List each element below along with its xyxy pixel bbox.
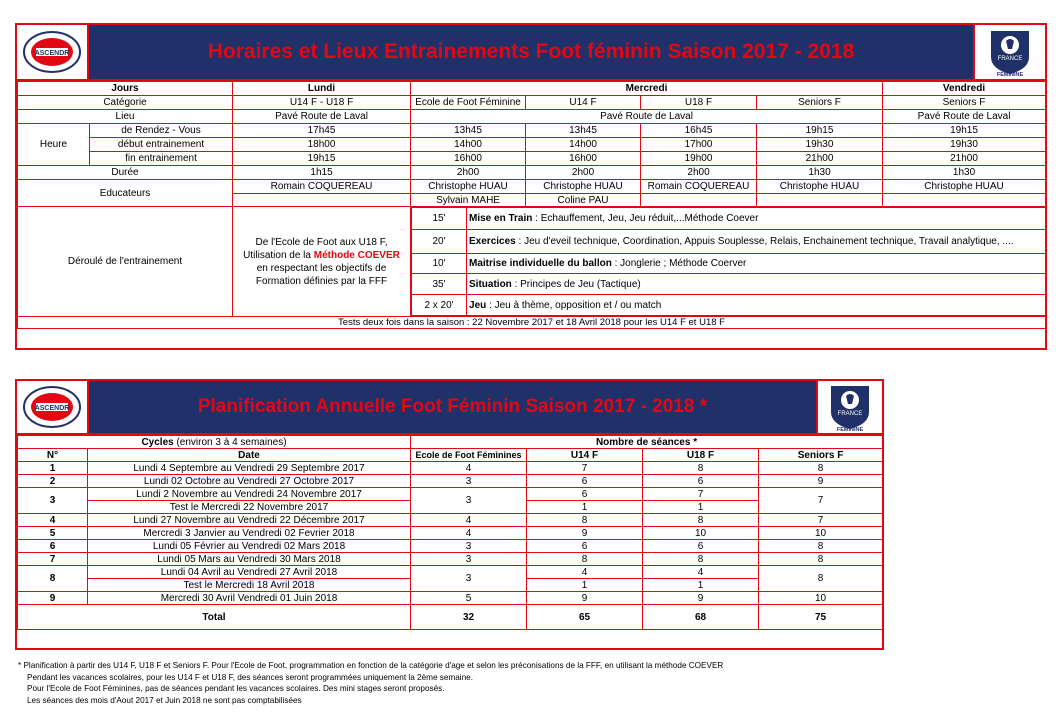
row-date-test: Test le Mercredi 22 Novembre 2017 bbox=[88, 501, 411, 514]
lieu-cell: Pavé Route de Laval bbox=[411, 110, 883, 124]
row-seniors: 9 bbox=[759, 475, 883, 488]
step-text: : Jonglerie ; Méthode Coerver bbox=[611, 258, 747, 269]
educateur-cell: Sylvain MAHE bbox=[411, 194, 526, 207]
row-no: 3 bbox=[18, 488, 88, 514]
educateurs-row bbox=[18, 180, 1046, 194]
lieu-cell: Pavé Route de Laval bbox=[883, 110, 1046, 124]
row-u18: 4 bbox=[643, 566, 759, 579]
duree-row bbox=[18, 166, 1046, 180]
rdv-cell: 13h45 bbox=[411, 124, 526, 138]
row-no: 4 bbox=[18, 514, 88, 527]
club-logo-text: ASCENDR bbox=[34, 50, 70, 57]
row-ecole: 4 bbox=[411, 462, 527, 475]
fin-cell: 19h15 bbox=[233, 152, 411, 166]
planning-row bbox=[18, 475, 883, 488]
fff-logo bbox=[818, 381, 882, 433]
debut-cell: 17h00 bbox=[641, 138, 757, 152]
categorie-label: Catégorie bbox=[18, 96, 233, 110]
row-u14-test: 1 bbox=[527, 501, 643, 514]
row-u18: 6 bbox=[643, 540, 759, 553]
row-u14: 6 bbox=[527, 540, 643, 553]
categorie-row bbox=[18, 96, 1046, 110]
row-ecole: 3 bbox=[411, 488, 527, 514]
row-no: 5 bbox=[18, 527, 88, 540]
col-u14: U14 F bbox=[527, 449, 643, 462]
col-seniors: Seniors F bbox=[759, 449, 883, 462]
club-badge-icon bbox=[22, 385, 82, 429]
duree-cell: 2h00 bbox=[641, 166, 757, 180]
training-table bbox=[17, 81, 1046, 329]
educateur-cell: Christophe HUAU bbox=[411, 180, 526, 194]
cycles-label: Cycles bbox=[141, 436, 174, 448]
planning-row bbox=[18, 462, 883, 475]
fff-logo-text: FRANCE bbox=[997, 56, 1023, 62]
row-u14: 4 bbox=[527, 566, 643, 579]
step-title: Maitrise individuelle du ballon bbox=[469, 258, 612, 269]
cycles-note: (environ 3 à 4 semaines) bbox=[173, 436, 287, 448]
debut-cell: 19h30 bbox=[757, 138, 883, 152]
row-ecole: 5 bbox=[411, 592, 527, 605]
fff-logo-text: FRANCE bbox=[837, 411, 863, 417]
duree-cell: 2h00 bbox=[411, 166, 526, 180]
row-u18: 7 bbox=[643, 488, 759, 501]
footnote: Pour l'Ecole de Foot Féminines, pas de séances pendant les vacances scolaires. Des mini stages seront proposés. bbox=[27, 684, 445, 693]
row-date: Mercredi 3 Janvier au Vendredi 02 Fevrier 2018 bbox=[88, 527, 411, 540]
row-ecole: 4 bbox=[411, 527, 527, 540]
planning-row bbox=[18, 592, 883, 605]
ecole-description bbox=[233, 207, 411, 317]
row-u14: 6 bbox=[527, 488, 643, 501]
rdv-cell: 13h45 bbox=[526, 124, 641, 138]
row-u14: 7 bbox=[527, 462, 643, 475]
step-text: : Principes de Jeu (Tactique) bbox=[511, 278, 641, 290]
planning-row bbox=[18, 566, 883, 579]
educateur-cell: Christophe HUAU bbox=[883, 180, 1046, 194]
step-desc bbox=[467, 230, 1046, 254]
total-row bbox=[18, 605, 883, 630]
row-u14: 6 bbox=[527, 475, 643, 488]
planning-group-row bbox=[18, 436, 883, 449]
row-date: Lundi 05 Mars au Vendredi 30 Mars 2018 bbox=[88, 553, 411, 566]
ecole-text-1: De l'Ecole de Foot aux U18 F, Utilisation de la bbox=[243, 236, 388, 261]
step-time: 15' bbox=[412, 208, 467, 230]
fff-logo-sub: FÉMININE bbox=[836, 427, 864, 432]
club-logo bbox=[17, 381, 87, 433]
row-date: Lundi 27 Novembre au Vendredi 22 Décembre 2017 bbox=[88, 514, 411, 527]
row-u14: 8 bbox=[527, 514, 643, 527]
ecole-text-2: en respectant les objectifs de Formation définies par la FFF bbox=[255, 262, 388, 287]
jours-label: Jours bbox=[18, 82, 233, 96]
row-date: Lundi 4 Septembre au Vendredi 29 Septembre 2017 bbox=[88, 462, 411, 475]
step-text: : Echauffement, Jeu, Jeu réduit,...Méthode Coever bbox=[532, 213, 759, 224]
educateur-cell: Christophe HUAU bbox=[757, 180, 883, 194]
row-date: Lundi 2 Novembre au Vendredi 24 Novembre 2017 bbox=[88, 488, 411, 501]
fin-cell: 16h00 bbox=[411, 152, 526, 166]
educateur-cell: Christophe HUAU bbox=[526, 180, 641, 194]
total-ecole: 32 bbox=[411, 605, 527, 630]
educateur-cell: Coline PAU bbox=[526, 194, 641, 207]
educateurs-label: Educateurs bbox=[18, 180, 233, 207]
planning-row bbox=[18, 488, 883, 501]
row-date: Lundi 04 Avril au Vendredi 27 Avril 2018 bbox=[88, 566, 411, 579]
days-row bbox=[18, 82, 1046, 96]
step-time: 20' bbox=[412, 230, 467, 254]
seances-label: Nombre de séances * bbox=[411, 436, 883, 449]
fff-badge-icon bbox=[985, 27, 1035, 77]
step-desc bbox=[467, 254, 1046, 274]
debut-cell: 19h30 bbox=[883, 138, 1046, 152]
row-date-test: Test le Mercredi 18 Avril 2018 bbox=[88, 579, 411, 592]
deroule-label: Déroulé de l'entrainement bbox=[18, 207, 233, 317]
categorie-cell: Seniors F bbox=[883, 96, 1046, 110]
step-desc bbox=[467, 208, 1046, 230]
cycles-header bbox=[18, 436, 411, 449]
row-no: 6 bbox=[18, 540, 88, 553]
training-schedule bbox=[15, 23, 1047, 350]
row-no: 2 bbox=[18, 475, 88, 488]
rdv-cell: 16h45 bbox=[641, 124, 757, 138]
row-seniors: 7 bbox=[759, 488, 883, 514]
training-header bbox=[17, 25, 1045, 81]
step-row bbox=[18, 207, 1046, 229]
step-title: Situation bbox=[469, 278, 512, 290]
planning-row bbox=[18, 553, 883, 566]
row-date: Mercredi 30 Avril Vendredi 01 Juin 2018 bbox=[88, 592, 411, 605]
step-time: 35' bbox=[412, 274, 467, 295]
duree-label: Durée bbox=[18, 166, 233, 180]
planning-header bbox=[17, 381, 882, 435]
day-vendredi: Vendredi bbox=[883, 82, 1046, 96]
duree-cell: 1h30 bbox=[883, 166, 1046, 180]
fin-cell: 19h00 bbox=[641, 152, 757, 166]
fin-cell: 16h00 bbox=[526, 152, 641, 166]
training-title: Horaires et Lieux Entrainements Foot féminin Saison 2017 - 2018 bbox=[87, 25, 975, 79]
planning-table bbox=[17, 435, 883, 630]
total-u18: 68 bbox=[643, 605, 759, 630]
educateur-cell bbox=[641, 194, 757, 207]
row-u18-test: 1 bbox=[643, 579, 759, 592]
planning-row bbox=[18, 514, 883, 527]
heure-label: Heure bbox=[18, 124, 90, 166]
club-logo bbox=[17, 25, 87, 79]
duree-cell: 1h30 bbox=[757, 166, 883, 180]
row-no: 8 bbox=[18, 566, 88, 592]
step-title: Exercices bbox=[469, 236, 516, 247]
col-no: N° bbox=[18, 449, 88, 462]
col-u18: U18 F bbox=[643, 449, 759, 462]
row-seniors: 10 bbox=[759, 592, 883, 605]
row-ecole: 3 bbox=[411, 566, 527, 592]
debut-row bbox=[18, 138, 1046, 152]
row-u18: 8 bbox=[643, 553, 759, 566]
step-row bbox=[412, 230, 1046, 254]
categorie-cell: Ecole de Foot Féminine bbox=[411, 96, 526, 110]
tests-row bbox=[18, 317, 1046, 329]
debut-label: début entrainement bbox=[90, 138, 233, 152]
fff-badge-icon bbox=[825, 382, 875, 432]
fin-row bbox=[18, 152, 1046, 166]
step-time: 10' bbox=[412, 254, 467, 274]
step-row bbox=[412, 295, 1046, 316]
planning-row bbox=[18, 527, 883, 540]
rdv-cell: 19h15 bbox=[883, 124, 1046, 138]
row-no: 9 bbox=[18, 592, 88, 605]
row-ecole: 4 bbox=[411, 514, 527, 527]
row-u18: 8 bbox=[643, 514, 759, 527]
step-title: Jeu bbox=[469, 299, 487, 311]
planning-row bbox=[18, 540, 883, 553]
row-u18: 6 bbox=[643, 475, 759, 488]
row-date: Lundi 02 Octobre au Vendredi 27 Octobre 2017 bbox=[88, 475, 411, 488]
lieu-cell: Pavé Route de Laval bbox=[233, 110, 411, 124]
row-seniors: 7 bbox=[759, 514, 883, 527]
planning-schedule bbox=[15, 379, 884, 650]
step-desc bbox=[467, 295, 1046, 316]
fff-logo-sub: FÉMININE bbox=[996, 72, 1024, 77]
row-seniors: 10 bbox=[759, 527, 883, 540]
col-date: Date bbox=[88, 449, 411, 462]
total-label: Total bbox=[18, 605, 411, 630]
educateur-cell: Romain COQUEREAU bbox=[233, 180, 411, 194]
steps-block bbox=[411, 207, 1046, 317]
row-no: 7 bbox=[18, 553, 88, 566]
fin-cell: 21h00 bbox=[757, 152, 883, 166]
row-seniors: 8 bbox=[759, 566, 883, 592]
row-ecole: 3 bbox=[411, 553, 527, 566]
row-no: 1 bbox=[18, 462, 88, 475]
rdv-cell: 17h45 bbox=[233, 124, 411, 138]
fff-logo bbox=[975, 25, 1045, 79]
club-logo-text: ASCENDR bbox=[34, 405, 70, 412]
fin-label: fin entrainement bbox=[90, 152, 233, 166]
row-date: Lundi 05 Février au Vendredi 02 Mars 2018 bbox=[88, 540, 411, 553]
day-mercredi: Mercredi bbox=[411, 82, 883, 96]
debut-cell: 14h00 bbox=[411, 138, 526, 152]
duree-cell: 1h15 bbox=[233, 166, 411, 180]
step-desc bbox=[467, 274, 1046, 295]
total-u14: 65 bbox=[527, 605, 643, 630]
total-seniors: 75 bbox=[759, 605, 883, 630]
footnote: Les séances des mois d'Aout 2017 et Juin 2018 ne sont pas comptabilisées bbox=[27, 695, 302, 705]
footnote: * Planification à partir des U14 F, U18 F et Seniors F. Pour l'Ecole de Foot, programmation en fonction de la catégorie d'age et selon les préconisations de la FFF, en utilisant la méthode COEVER bbox=[18, 661, 724, 670]
rdv-cell: 19h15 bbox=[757, 124, 883, 138]
fin-cell: 21h00 bbox=[883, 152, 1046, 166]
ecole-method: Méthode COEVER bbox=[313, 249, 400, 261]
step-text: : Jeu d'eveil technique, Coordination, Appuis Souplesse, Relais, Enchainement technique, Travail analytique, .... bbox=[515, 236, 1014, 247]
educateur-cell bbox=[883, 194, 1046, 207]
row-u14: 9 bbox=[527, 592, 643, 605]
rdv-row bbox=[18, 124, 1046, 138]
row-u14: 8 bbox=[527, 553, 643, 566]
step-row bbox=[412, 208, 1046, 230]
row-u18-test: 1 bbox=[643, 501, 759, 514]
categorie-cell: U18 F bbox=[641, 96, 757, 110]
row-seniors: 8 bbox=[759, 553, 883, 566]
planning-col-row bbox=[18, 449, 883, 462]
educateur-cell: Romain COQUEREAU bbox=[641, 180, 757, 194]
rdv-label: de Rendez - Vous bbox=[90, 124, 233, 138]
categorie-cell: U14 F bbox=[526, 96, 641, 110]
row-u18: 10 bbox=[643, 527, 759, 540]
row-seniors: 8 bbox=[759, 462, 883, 475]
row-u18: 8 bbox=[643, 462, 759, 475]
educateur-cell bbox=[757, 194, 883, 207]
step-row bbox=[412, 274, 1046, 295]
row-ecole: 3 bbox=[411, 540, 527, 553]
duree-cell: 2h00 bbox=[526, 166, 641, 180]
step-row bbox=[412, 254, 1046, 274]
row-u18: 9 bbox=[643, 592, 759, 605]
educateur-cell bbox=[233, 194, 411, 207]
categorie-cell: Seniors F bbox=[757, 96, 883, 110]
club-badge-icon bbox=[22, 30, 82, 74]
row-u14-test: 1 bbox=[527, 579, 643, 592]
steps-table bbox=[411, 207, 1046, 316]
lieu-label: Lieu bbox=[18, 110, 233, 124]
step-time: 2 x 20' bbox=[412, 295, 467, 316]
step-text: : Jeu à thème, opposition et / ou match bbox=[486, 299, 662, 311]
row-ecole: 3 bbox=[411, 475, 527, 488]
tests-note: Tests deux fois dans la saison : 22 Novembre 2017 et 18 Avril 2018 pour les U14 F et U18 F bbox=[18, 317, 1046, 329]
col-ecole: Ecole de Foot Féminines bbox=[411, 449, 527, 462]
footnote: Pendant les vacances scolaires, pour les U14 F et U18 F, des séances seront programmées uniquement la 2ème semaine. bbox=[27, 672, 473, 682]
planning-title: Planification Annuelle Foot Féminin Saison 2017 - 2018 * bbox=[87, 381, 818, 433]
step-title: Mise en Train bbox=[469, 213, 533, 224]
row-seniors: 8 bbox=[759, 540, 883, 553]
footnotes bbox=[18, 660, 723, 706]
day-lundi: Lundi bbox=[233, 82, 411, 96]
debut-cell: 18h00 bbox=[233, 138, 411, 152]
row-u14: 9 bbox=[527, 527, 643, 540]
debut-cell: 14h00 bbox=[526, 138, 641, 152]
lieu-row bbox=[18, 110, 1046, 124]
categorie-cell: U14 F - U18 F bbox=[233, 96, 411, 110]
